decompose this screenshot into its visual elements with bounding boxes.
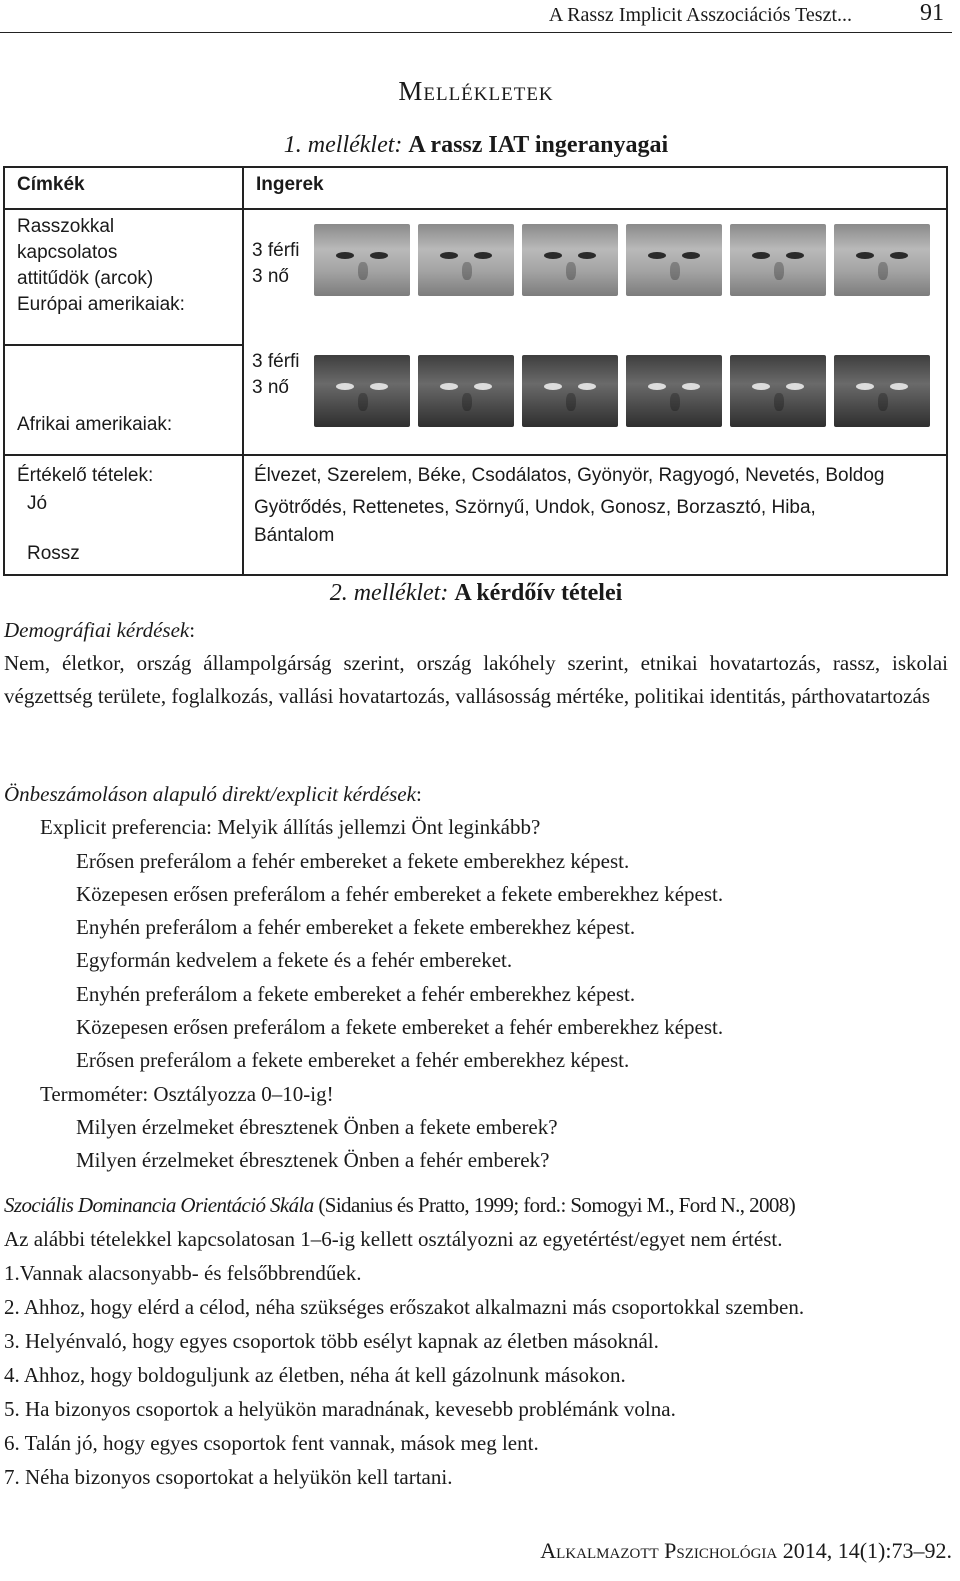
european-label-cell (4, 209, 243, 345)
sdo-section (4, 1188, 948, 1494)
section-title: Mellékletek (398, 76, 554, 106)
african-label-cell (4, 345, 243, 455)
sdo-item: 2. Ahhoz, hogy elérd a célod, néha szükséges erőszakot alkalmazni más csoportokkal szemben. (4, 1295, 805, 1319)
appendix-2-prefix: 2. melléklet: (329, 580, 449, 606)
good-label: Jó (27, 493, 48, 514)
female-count: 3 nő (252, 377, 289, 398)
page-number: 91 (920, 0, 944, 26)
face-image (418, 355, 514, 427)
face-image (730, 355, 826, 427)
european-label-line: Európai amerikaiak: (17, 294, 185, 315)
european-label-line: kapcsolatos (17, 242, 118, 263)
thermometer-item: Milyen érzelmeket ébresztenek Önben a fehér emberek? (76, 1148, 550, 1173)
evaluative-label-cell (4, 455, 243, 575)
sdo-title: Szociális Dominancia Orientáció Skála (4, 1193, 314, 1217)
evaluative-label: Értékelő tételek: (17, 465, 154, 486)
sdo-item: 7. Néha bizonyos csoportokat a helyükön kell tartani. (4, 1465, 453, 1489)
iat-stimuli-table (3, 166, 948, 576)
appendix-1-title (0, 132, 952, 159)
demographic-section: Demográfiai kérdések: Nem, életkor, ország állampolgárság szerint, ország lakóhely szerint, etnikai hovatartozás, rassz, iskolai végzettség területe, foglalkozás, vallási hovatartozás, vallásosság mértéke, politikai identitás, párthovatartozás (4, 614, 948, 713)
face-image (730, 224, 826, 296)
face-image (834, 224, 930, 296)
preference-option: Erősen preferálom a fehér embereket a fekete emberekhez képest. (76, 848, 630, 873)
appendix-1-prefix: 1. melléklet: (283, 132, 403, 158)
preference-option: Erősen preferálom a fekete embereket a fehér emberekhez képest. (76, 1048, 630, 1073)
sdo-item: 5. Ha bizonyos csoportok a helyükön maradnának, kevesebb problémánk volna. (4, 1397, 676, 1421)
table-header-stimuli: Ingerek (243, 167, 947, 209)
face-image (418, 224, 514, 296)
explicit-section: Önbeszámoláson alapuló direkt/explicit kérdések: Explicit preferencia: Melyik állítás jellemzi Önt leginkább? Erősen preferálom a fehér embereket a fekete emberekhez képest. Közepesen erősen preferálom a fehér embereket a fekete emberekhez képest. Enyhén preferálom a fehér embereket a fekete emberekhez képest. Egyformán kedvelem a fekete és a fehér embereket. Enyhén preferálom a fekete embereket a fehér emberekhez képest. Közepesen erősen preferálom a fekete embereket a fehér emberekhez képest. Erősen preferálom a fekete embereket a fehér emberekhez képest. Termométer: Osztályozza 0–10-ig! Milyen érzelmeket ébresztenek Önben a fekete emberek? Milyen érzelmeket ébresztenek Önben a fehér emberek? (4, 778, 948, 1178)
sdo-item: 1.Vannak alacsonyabb- és felsőbbrendűek. (4, 1261, 362, 1285)
appendix-2-heading: A kérdőív tételei (454, 580, 623, 606)
face-image (314, 224, 410, 296)
bad-label: Rossz (27, 543, 80, 564)
table-header-labels: Címkék (4, 167, 243, 209)
preference-option: Közepesen erősen preferálom a fehér embereket a fekete emberekhez képest. (76, 881, 724, 906)
european-stimuli-cell (243, 209, 947, 345)
male-count: 3 férfi (252, 351, 300, 372)
european-label-line: Rasszokkal (17, 216, 115, 237)
face-image (522, 355, 618, 427)
good-words: Élvezet, Szerelem, Béke, Csodálatos, Gyönyör, Ragyogó, Nevetés, Boldog (254, 465, 885, 486)
running-header (0, 0, 952, 33)
thermometer-item: Milyen érzelmeket ébresztenek Önben a fekete emberek? (76, 1114, 558, 1139)
running-title: A Rassz Implicit Asszociációs Teszt... (548, 4, 852, 26)
appendix-1-heading: A rassz IAT ingeranyagai (408, 132, 669, 158)
preference-option: Enyhén preferálom a fehér embereket a fekete emberekhez képest. (76, 915, 636, 940)
preference-question: Explicit preferencia: Melyik állítás jellemzi Önt leginkább? (40, 815, 541, 840)
journal-footer: Alkalmazott Pszichológia 2014, 14(1):73–92. (540, 1538, 952, 1563)
african-stimuli-cell (243, 345, 947, 455)
sdo-item: 6. Talán jó, hogy egyes csoportok fent vannak, mások meg lent. (4, 1431, 539, 1455)
face-image (834, 355, 930, 427)
bad-words: Gyötrődés, Rettenetes, Szörnyű, Undok, Gonosz, Borzasztó, Hiba, Bántalom (254, 497, 816, 546)
face-image (314, 355, 410, 427)
sdo-instruction: Az alábbi tételekkel kapcsolatosan 1–6-ig kellett osztályozni az egyetértést/egyet nem értést. (4, 1227, 783, 1251)
sdo-item: 3. Helyénvaló, hogy egyes csoportok több esélyt kapnak az életben másoknál. (4, 1329, 659, 1353)
appendix-2-title (0, 580, 952, 607)
sdo-citation: (Sidanius és Pratto, 1999; ford.: Somogyi M., Ford N., 2008) (318, 1193, 796, 1217)
preference-option: Enyhén preferálom a fekete embereket a fehér emberekhez képest. (76, 981, 636, 1006)
preference-option: Közepesen erősen preferálom a fekete embereket a fehér emberekhez képest. (76, 1015, 724, 1040)
demographic-text: Nem, életkor, ország állampolgárság szerint, ország lakóhely szerint, etnikai hovatartozás, rassz, iskolai végzettség területe, foglalkozás, vallási hovatartozás, vallásosság mértéke, politikai identitás, párthovatartozás (4, 651, 948, 708)
sdo-item: 4. Ahhoz, hogy boldoguljunk az életben, néha át kell gázolnunk másokon. (4, 1363, 626, 1387)
face-image (626, 224, 722, 296)
male-count: 3 férfi (252, 240, 300, 261)
demographic-heading: Demográfiai kérdések (4, 618, 190, 642)
thermometer-question: Termométer: Osztályozza 0–10-ig! (40, 1081, 334, 1106)
face-image (522, 224, 618, 296)
female-count: 3 nő (252, 266, 289, 287)
face-image (626, 355, 722, 427)
evaluative-words-cell (243, 455, 947, 575)
european-label-line: attitűdök (arcok) (17, 268, 154, 289)
african-label: Afrikai amerikaiak: (17, 414, 173, 435)
preference-option: Egyformán kedvelem a fekete és a fehér embereket. (76, 948, 513, 973)
explicit-heading: Önbeszámoláson alapuló direkt/explicit kérdések (4, 782, 416, 806)
